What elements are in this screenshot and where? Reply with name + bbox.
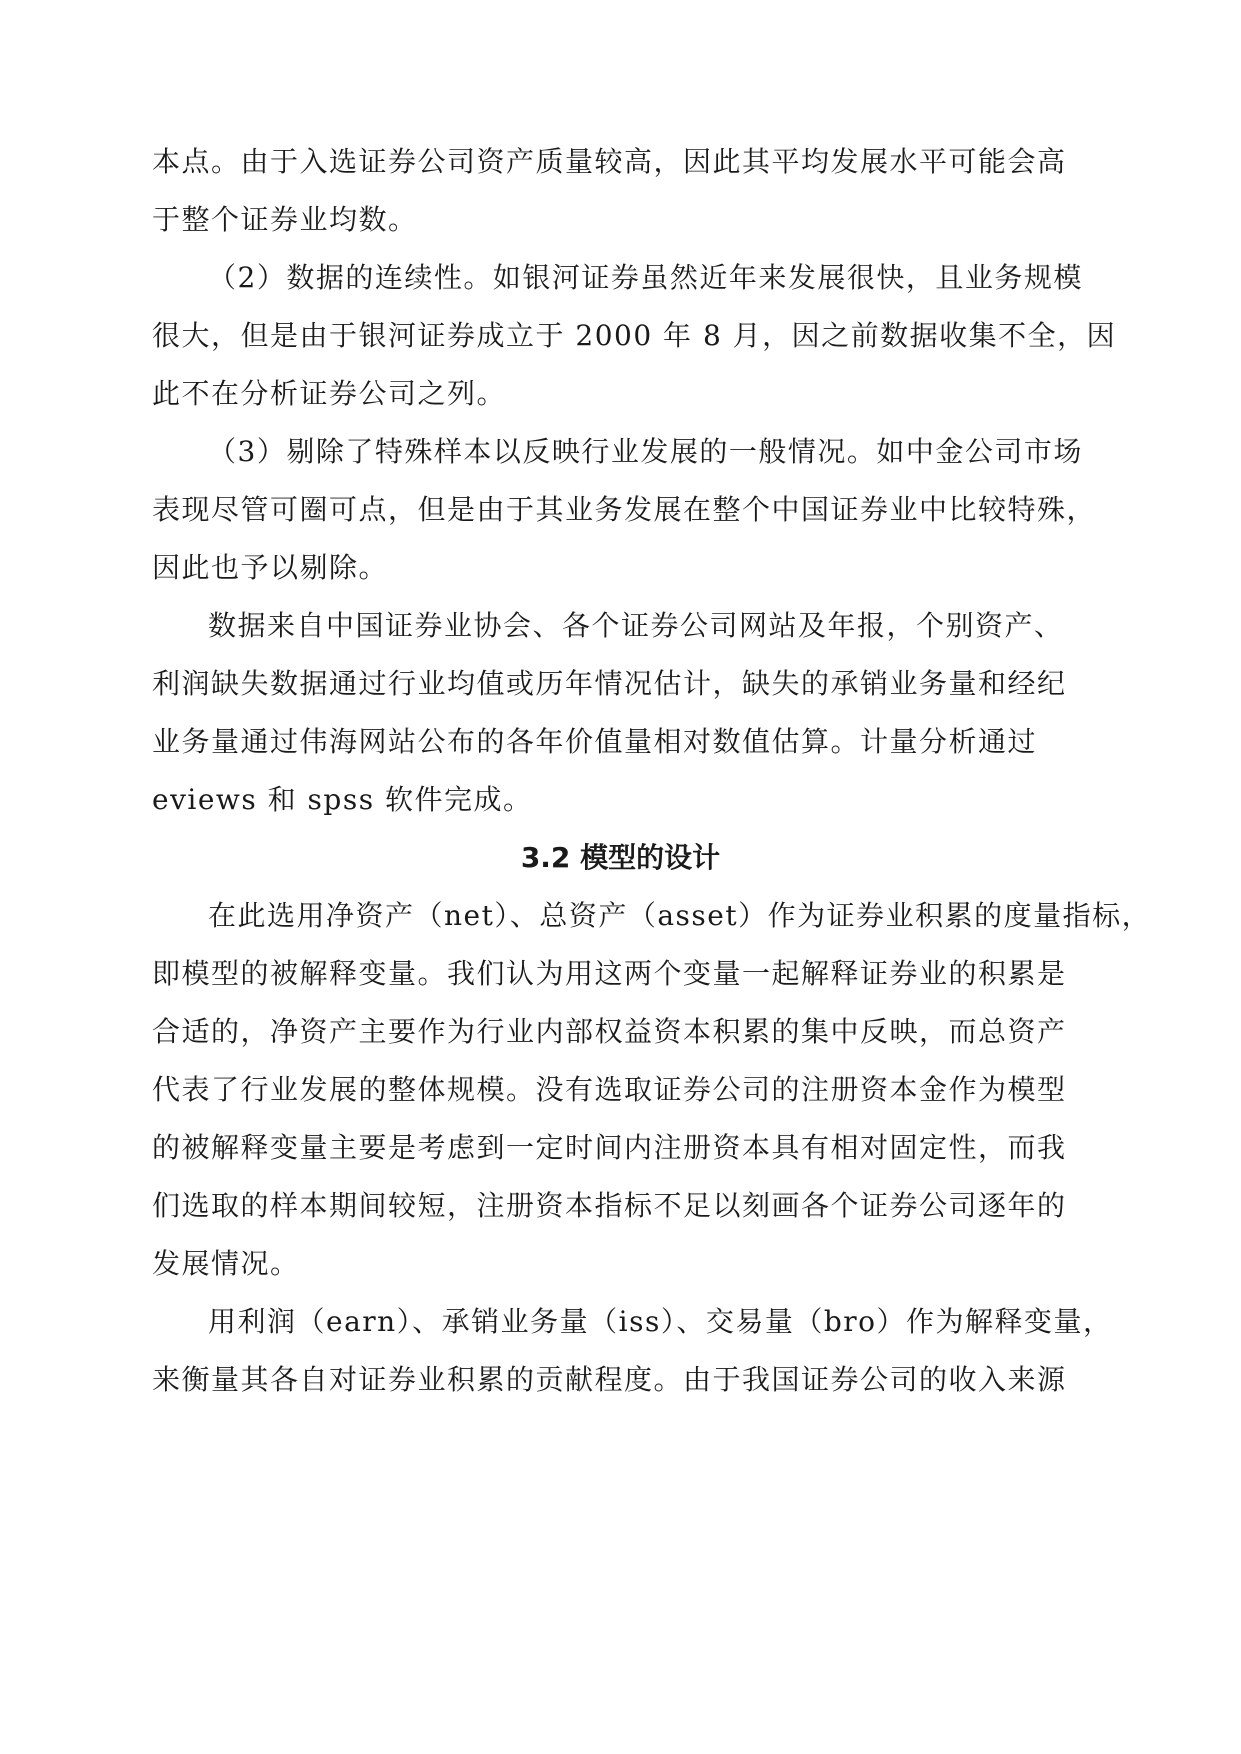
text-line: 合适的，净资产主要作为行业内部权益资本积累的集中反映，而总资产 (152, 1015, 1067, 1048)
text-line: 数据来自中国证券业协会、各个证券公司网站及年报，个别资产、 (208, 609, 1064, 642)
text-line: 来衡量其各自对证券业积累的贡献程度。由于我国证券公司的收入来源 (152, 1363, 1067, 1396)
text-line: 表现尽管可圈可点，但是由于其业务发展在整个中国证券业中比较特殊， (152, 493, 1097, 526)
text-line: 的被解释变量主要是考虑到一定时间内注册资本具有相对固定性，而我 (152, 1131, 1067, 1164)
text-line: 于整个证券业均数。 (152, 203, 418, 236)
text-line: eviews 和 spss 软件完成。 (152, 783, 533, 816)
text-line: 此不在分析证券公司之列。 (152, 377, 507, 410)
text-line: 在此选用净资产（net）、总资产（asset）作为证券业积累的度量指标， (208, 899, 1152, 932)
text-line: 因此也予以剔除。 (152, 551, 389, 584)
text-line: 们选取的样本期间较短，注册资本指标不足以刻画各个证券公司逐年的 (152, 1189, 1067, 1222)
text-line: 即模型的被解释变量。我们认为用这两个变量一起解释证券业的积累是 (152, 957, 1067, 990)
text-line: 很大，但是由于银河证券成立于 2000 年 8 月，因之前数据收集不全，因 (152, 319, 1117, 352)
text-line: （2）数据的连续性。如银河证券虽然近年来发展很快，且业务规模 (208, 261, 1083, 294)
text-line: 利润缺失数据通过行业均值或历年情况估计，缺失的承销业务量和经纪 (152, 667, 1067, 700)
text-line: 本点。由于入选证券公司资产质量较高，因此其平均发展水平可能会高 (152, 145, 1067, 178)
text-line: （3）剔除了特殊样本以反映行业发展的一般情况。如中金公司市场 (208, 435, 1083, 468)
text-line: 业务量通过伟海网站公布的各年价值量相对数值估算。计量分析通过 (152, 725, 1038, 758)
text-line: 用利润（earn）、承销业务量（iss）、交易量（bro）作为解释变量， (208, 1305, 1113, 1338)
section-heading: 3.2 模型的设计 (520, 841, 721, 874)
text-line: 发展情况。 (152, 1247, 300, 1280)
text-line: 代表了行业发展的整体规模。没有选取证券公司的注册资本金作为模型 (152, 1073, 1067, 1106)
